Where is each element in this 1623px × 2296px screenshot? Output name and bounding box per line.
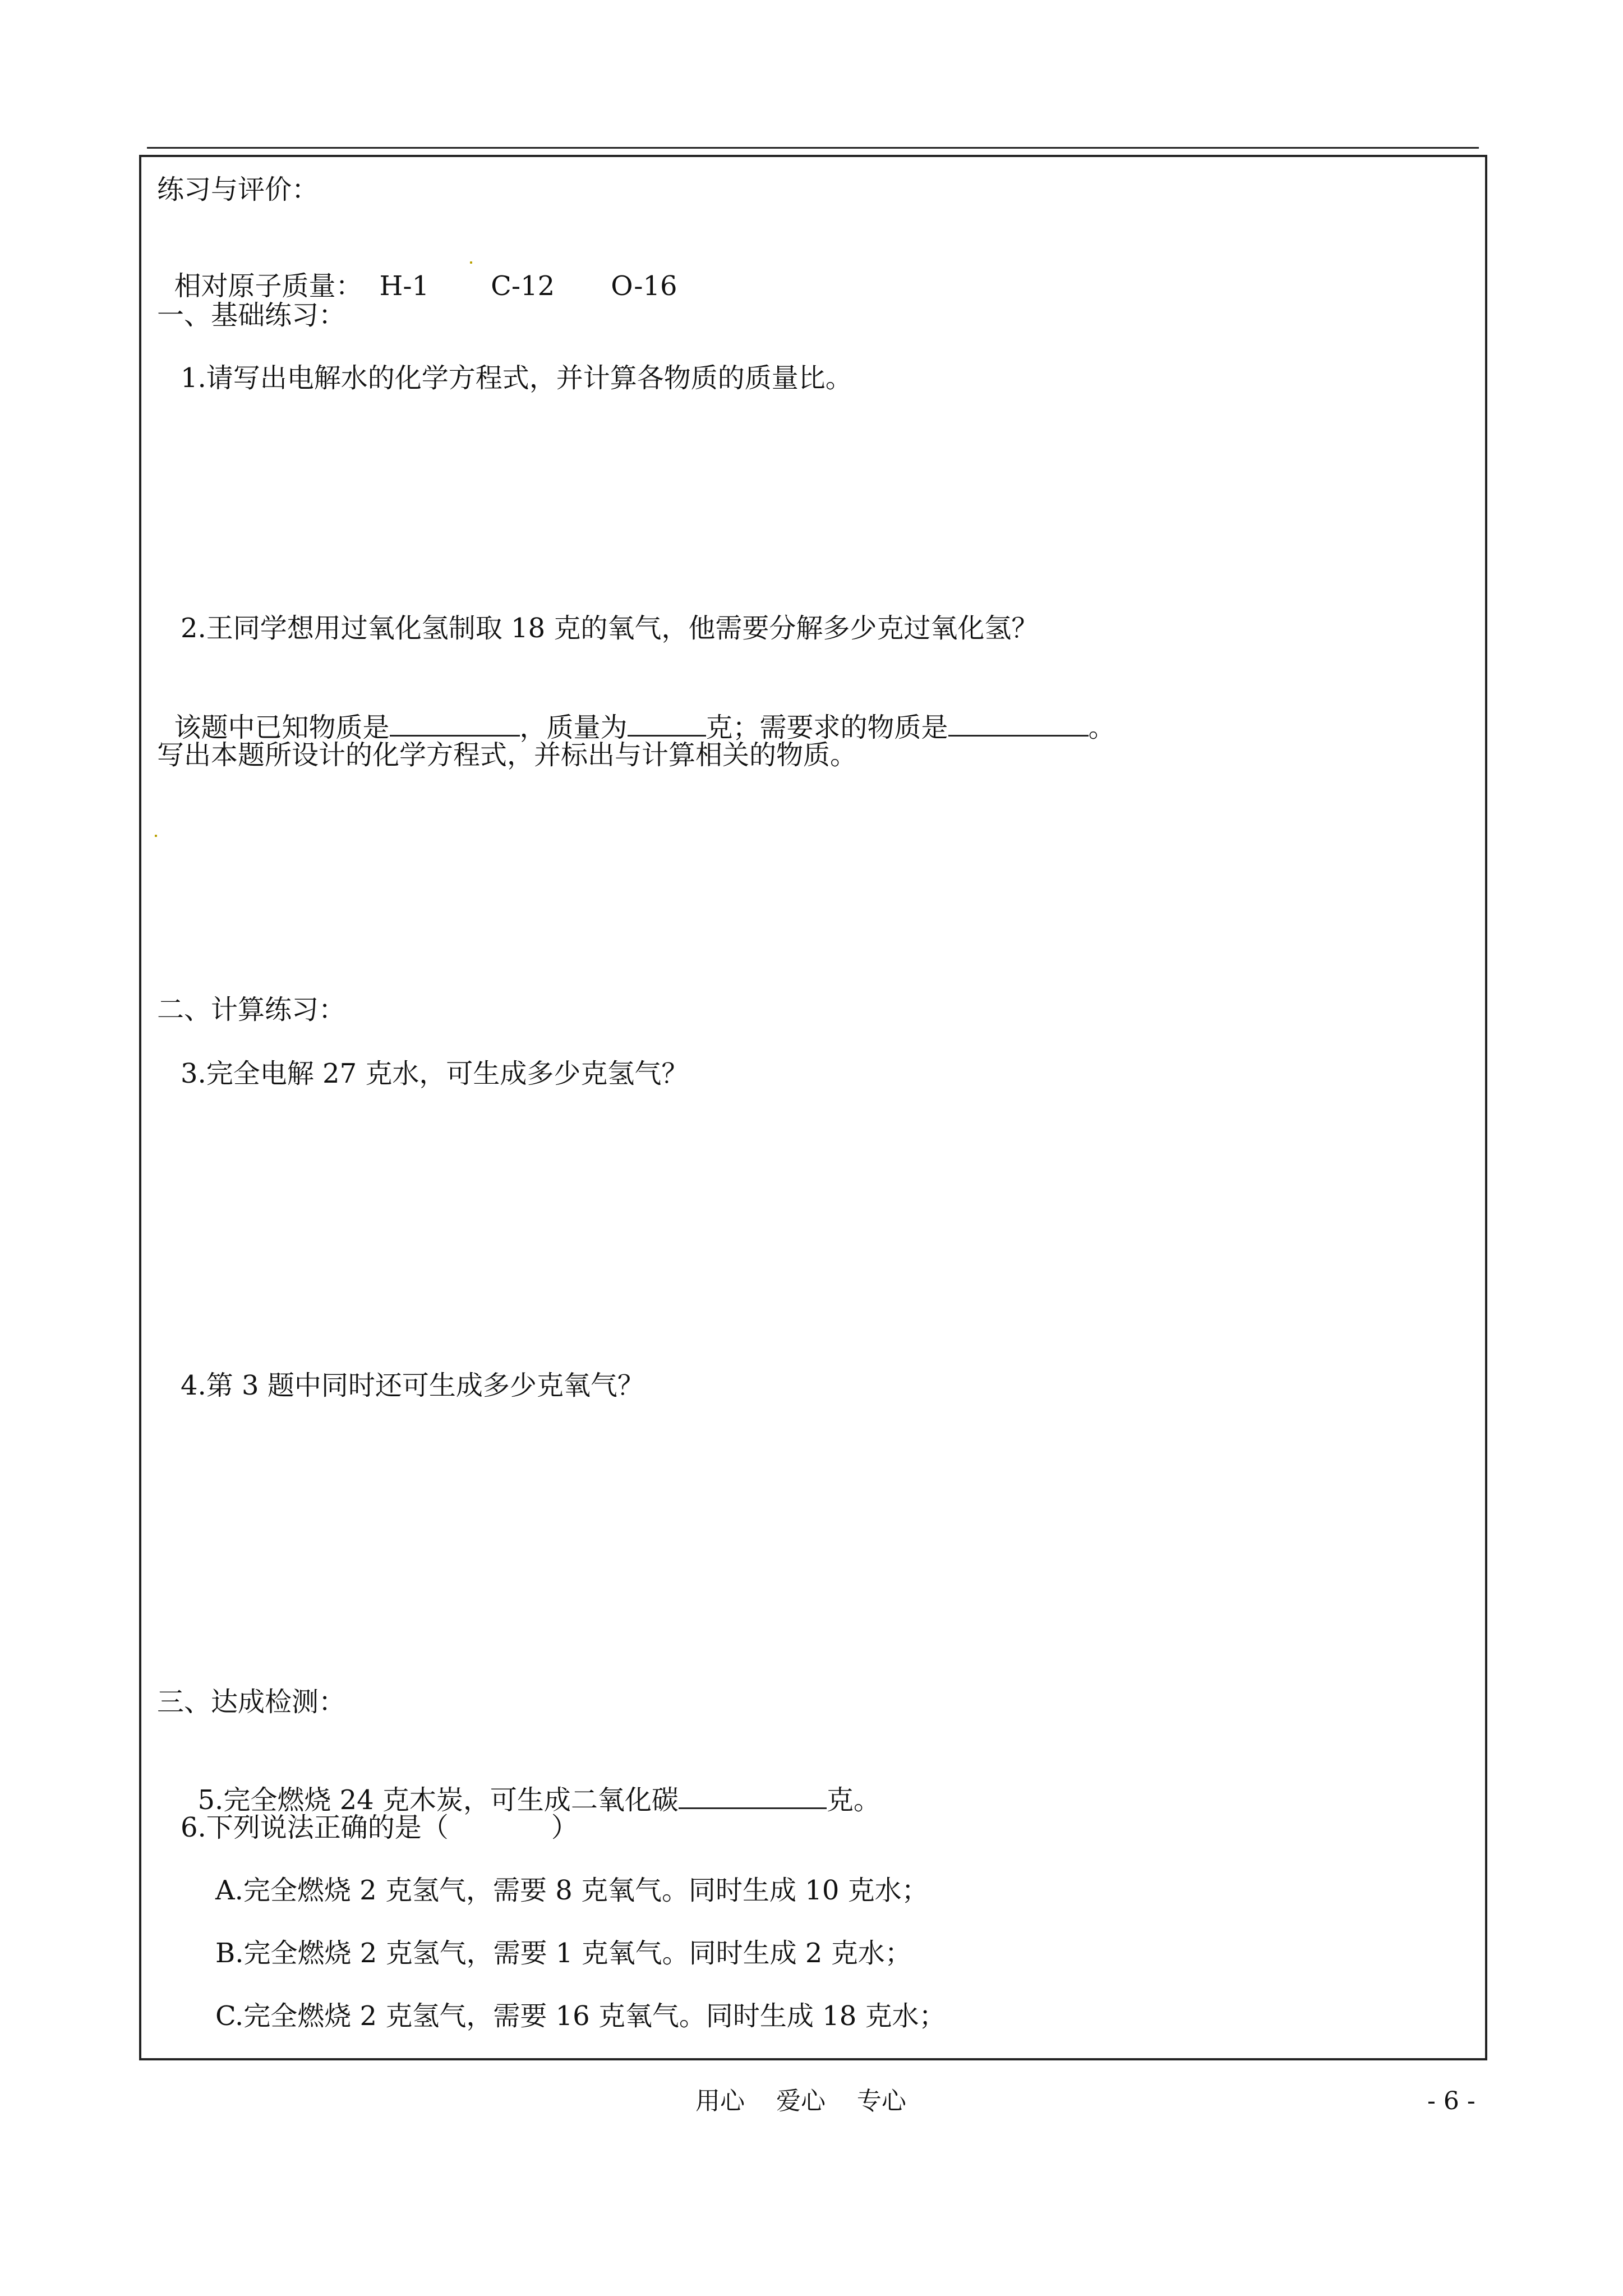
footer-motto: 用心 爱心 专心 bbox=[695, 2087, 906, 2115]
atomic-mass-o: O-16 bbox=[611, 270, 677, 302]
fill-text-1: 该题中已知物质是 bbox=[174, 712, 390, 743]
option-b: B.完全燃烧 2 克氢气，需要 1 克氧气。同时生成 2 克水； bbox=[215, 1938, 912, 1969]
known-substance-blank[interactable] bbox=[390, 709, 520, 737]
fill-text-4: 。 bbox=[1088, 712, 1115, 743]
fill-text-2: ，质量为 bbox=[519, 712, 628, 743]
question-5-text: 5.完全燃烧 24 克木炭，可生成二氧化碳 bbox=[197, 1784, 679, 1816]
fill-text-3: 克；需要求的物质是 bbox=[706, 712, 948, 743]
atomic-mass-label: 相对原子质量： bbox=[174, 270, 363, 302]
section3-title: 三、达成检测： bbox=[157, 1686, 346, 1718]
atomic-mass-line bbox=[157, 236, 677, 303]
option-a: A.完全燃烧 2 克氢气，需要 8 克氧气。同时生成 10 克水； bbox=[215, 1875, 929, 1906]
section1-title: 一、基础练习： bbox=[157, 300, 346, 331]
option-c: C.完全燃烧 2 克氢气，需要 16 克氧气。同时生成 18 克水； bbox=[215, 2000, 946, 2032]
header-rule bbox=[147, 147, 1479, 149]
question-2-fill-line bbox=[157, 675, 1115, 744]
mass-blank[interactable] bbox=[628, 709, 706, 737]
question-5-unit: 克。 bbox=[826, 1784, 880, 1816]
target-substance-blank[interactable] bbox=[948, 709, 1089, 737]
section2-title: 二、计算练习： bbox=[157, 994, 346, 1025]
question-6: 6.下列说法正确的是（ ） bbox=[181, 1812, 578, 1843]
carbon-dioxide-mass-blank[interactable] bbox=[679, 1782, 827, 1809]
section-heading: 练习与评价： bbox=[157, 174, 319, 205]
question-2: 2.王同学想用过氧化氢制取 18 克的氧气，他需要分解多少克过氧化氢？ bbox=[181, 613, 1039, 644]
question-2-instruction: 写出本题所设计的化学方程式，并标出与计算相关的物质。 bbox=[157, 739, 857, 771]
question-1: 1.请写出电解水的化学方程式，并计算各物质的质量比。 bbox=[181, 362, 852, 394]
page-number: - 6 - bbox=[1427, 2087, 1476, 2115]
question-4: 4.第 3 题中同时还可生成多少克氧气？ bbox=[181, 1370, 644, 1401]
scan-speck bbox=[470, 261, 472, 264]
atomic-mass-c: C-12 bbox=[491, 270, 555, 302]
scan-speck bbox=[155, 835, 157, 837]
question-3: 3.完全电解 27 克水，可生成多少克氢气？ bbox=[181, 1058, 689, 1089]
atomic-mass-h: H-1 bbox=[379, 270, 430, 302]
question-5 bbox=[181, 1748, 880, 1817]
